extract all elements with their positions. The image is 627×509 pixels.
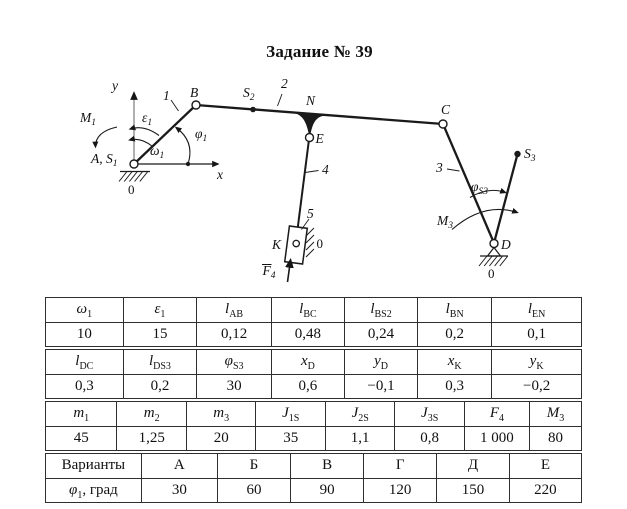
label-N: N [306, 93, 316, 108]
header-cell: $l_{BS2}$ [344, 298, 417, 323]
value-cell: $\varphi_1$, град [46, 478, 142, 503]
value-cell: 220 [509, 478, 581, 503]
header-cell: $F_4$ [464, 402, 529, 427]
header-row [46, 350, 582, 375]
value-cell: 0,2 [418, 322, 492, 347]
header-row [46, 454, 582, 479]
header-cell: Е [509, 454, 581, 479]
label-link1: 1 [163, 88, 170, 103]
header-cell: А [141, 454, 217, 479]
leader-3 [447, 169, 460, 171]
label-C: C [441, 102, 451, 117]
joint-C [439, 120, 447, 128]
header-cell: В [291, 454, 364, 479]
value-cell: 0,12 [197, 322, 272, 347]
value-cell: 0,2 [123, 374, 197, 399]
header-cell: $l_{BC}$ [271, 298, 344, 323]
label-epsilon1: $\varepsilon_1$ [142, 110, 153, 128]
label-A-S1: A, $S_1$ [91, 151, 118, 169]
value-cell: 80 [529, 426, 581, 451]
table-section-1 [45, 297, 582, 347]
header-cell: $\omega_1$ [46, 298, 124, 323]
header-cell: $\varphi_{S3}$ [197, 350, 272, 375]
label-D: D [501, 237, 511, 252]
x-axis-dot [186, 162, 190, 166]
rod-D-S3 [494, 156, 517, 243]
link-4 [296, 141, 309, 239]
value-cell: 15 [123, 322, 197, 347]
label-M3: $M_3$ [437, 213, 453, 231]
value-row [46, 426, 582, 451]
label-F4: $F_4$ [262, 263, 276, 281]
header-cell: Г [364, 454, 437, 479]
value-cell: 30 [197, 374, 272, 399]
header-row [46, 298, 582, 323]
value-row [46, 478, 582, 503]
leader-4 [305, 171, 319, 173]
joint-D [490, 240, 498, 248]
value-cell: 150 [437, 478, 510, 503]
value-cell: 0,24 [344, 322, 417, 347]
slider-block [285, 226, 308, 264]
y-axis-label: y [112, 78, 118, 93]
point-S3 [514, 151, 520, 157]
force-F4-arrow [288, 260, 291, 282]
value-row [46, 374, 582, 399]
header-cell: $M_3$ [529, 402, 581, 427]
value-cell: 120 [364, 478, 437, 503]
header-cell: $y_D$ [344, 350, 417, 375]
value-cell: 1,1 [325, 426, 394, 451]
value-cell: 0,8 [395, 426, 464, 451]
header-cell: $\varepsilon_1$ [123, 298, 197, 323]
header-cell: $y_K$ [492, 350, 582, 375]
header-cell: $l_{EN}$ [492, 298, 582, 323]
leader-1 [171, 100, 179, 111]
label-S3: $S_3$ [524, 146, 536, 164]
value-cell: 0,1 [492, 322, 582, 347]
value-cell: 0,3 [418, 374, 492, 399]
label-link2: 2 [281, 76, 288, 91]
label-ground-zero-D: 0 [488, 266, 495, 281]
label-omega1: $\omega_1$ [150, 143, 165, 161]
value-cell: 0,3 [46, 374, 124, 399]
header-row [46, 402, 582, 427]
value-cell: 20 [186, 426, 255, 451]
label-link5: 5 [307, 206, 314, 221]
label-M1: $M_1$ [80, 110, 96, 128]
header-cell: $J_{2S}$ [325, 402, 394, 427]
header-cell: Варианты [46, 454, 142, 479]
leader-2 [278, 94, 283, 106]
header-cell: $m_2$ [117, 402, 186, 427]
label-link4: 4 [322, 162, 329, 177]
moment-M1-arrow [95, 127, 117, 147]
label-link3: 3 [436, 160, 443, 175]
label-E: E [315, 131, 324, 146]
label-S2: $S_2$ [243, 85, 255, 103]
header-cell: $l_{DS3}$ [123, 350, 197, 375]
value-cell: −0,1 [344, 374, 417, 399]
table-section-2 [45, 349, 582, 399]
label-K: K [272, 237, 282, 252]
joint-B [192, 101, 200, 109]
header-cell: $l_{DC}$ [46, 350, 124, 375]
ground-support-A [119, 172, 150, 182]
table-section-3 [45, 401, 582, 451]
header-cell: $J_{1S}$ [256, 402, 325, 427]
phi1-arc [176, 128, 190, 163]
data-table [45, 297, 582, 505]
value-cell: 30 [141, 478, 217, 503]
page-title: Задание № 39 [266, 42, 373, 61]
header-cell: Д [437, 454, 510, 479]
value-cell: 0,6 [271, 374, 344, 399]
value-row [46, 322, 582, 347]
value-cell: −0,2 [492, 374, 582, 399]
value-cell: 0,48 [271, 322, 344, 347]
value-cell: 90 [291, 478, 364, 503]
label-phiS3: $\varphi_{S3}$ [471, 179, 488, 197]
x-axis-label: x [217, 167, 223, 182]
header-cell: $l_{AB}$ [197, 298, 272, 323]
header-cell: Б [217, 454, 290, 479]
header-cell: $l_{BN}$ [418, 298, 492, 323]
value-cell: 1,25 [117, 426, 186, 451]
joint-E [306, 134, 314, 142]
label-ground-zero-A: 0 [128, 182, 135, 197]
header-cell: $m_1$ [46, 402, 117, 427]
value-cell: 1 000 [464, 426, 529, 451]
header-cell: $x_D$ [271, 350, 344, 375]
joint-A [130, 160, 138, 168]
header-cell: $J_{3S}$ [395, 402, 464, 427]
point-S2 [250, 107, 256, 113]
value-cell: 60 [217, 478, 290, 503]
header-cell: $m_3$ [186, 402, 255, 427]
value-cell: 10 [46, 322, 124, 347]
label-ground-zero-K: 0 [316, 236, 323, 251]
label-phi1: $\varphi_1$ [195, 126, 208, 144]
table-section-4 [45, 453, 582, 503]
value-cell: 45 [46, 426, 117, 451]
label-B: B [190, 85, 199, 100]
header-cell: $x_K$ [418, 350, 492, 375]
value-cell: 35 [256, 426, 325, 451]
